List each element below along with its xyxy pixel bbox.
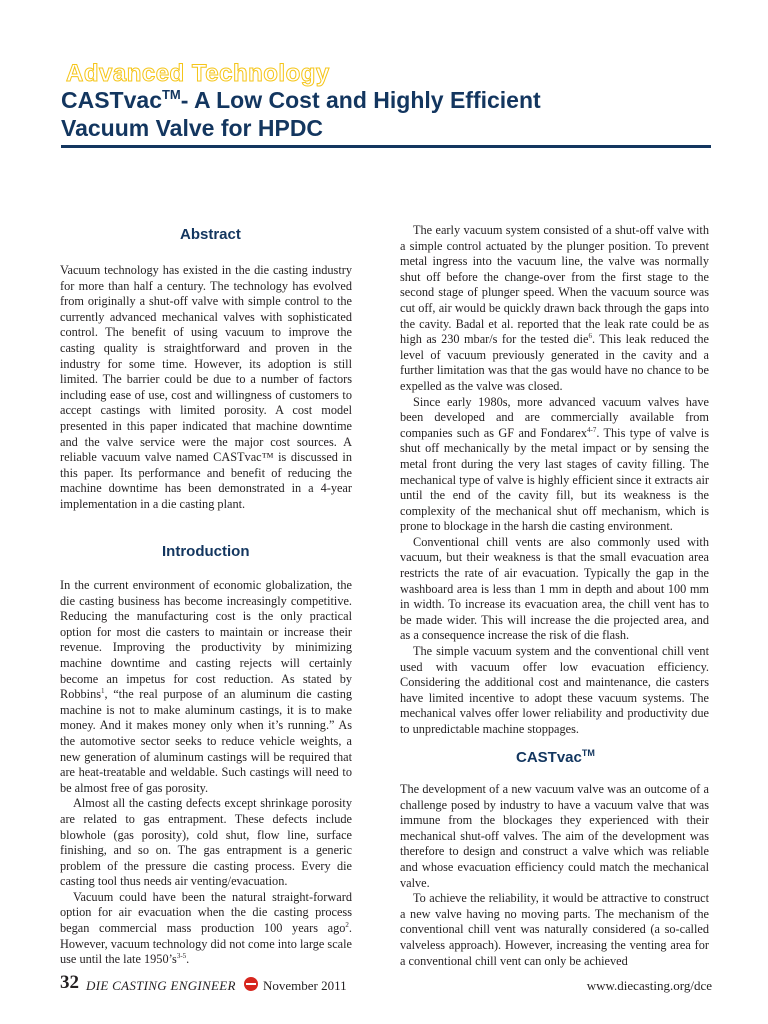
castvac-body bbox=[400, 782, 709, 969]
castvac-heading-trademark: TM bbox=[581, 748, 595, 758]
intro-paragraph-3 bbox=[60, 890, 352, 968]
abstract-paragraph: Vacuum technology has existed in the die casting industry for more than half a century. The technology has evolved from originally a shut-off valve with simple control to the currently advanced mechanical valves with sophisticated control. The benefit of using vacuum to improve the casting quality is straightforward and proven in the industry for some time. However, its adoption is still limited. The barrier could be due to a number of factors including ease of use, cost and willingness of customers to accept castings with limited porosity. A cost model presented in this paper indicated that machine downtime and the valve service were the major cost sources. A reliable vacuum valve named CASTvac™ is discussed in this paper. Its performance and benefit of reducing the machine downtime has been demonstrated in a 4-year implementation in a die casting plant. bbox=[60, 263, 352, 511]
intro-p3-ref-2: 3-5 bbox=[176, 952, 187, 961]
right-p1-ref: 6 bbox=[588, 332, 592, 341]
introduction-heading: Introduction bbox=[162, 543, 250, 560]
article-title bbox=[61, 86, 721, 142]
right-paragraph-2 bbox=[400, 395, 709, 535]
right-p1-text-a: The early vacuum system consisted of a shut-off valve with a simple control actuated by the plunger position. To prevent metal ingress into the vacuum line, the valve was normally shut off before the change-over from the first stage to the second stage of plunger speed. When the vacuum source was cut off, air would be quickly drawn back through the gaps into the cavity. Badal et al. reported that the leak rate could be as high as 230 mbar/s for the tested die bbox=[400, 223, 709, 347]
castvac-heading bbox=[516, 749, 595, 766]
right-paragraph-3: Conventional chill vents are also commonly used with vacuum, but their weakness is that the small evacuation area restricts the rate of air evacuation. Typically the gap in the washboard area is less than 1 mm in depth and about 100 mm in width. To increase its evacuation area, the chill vent has to be made wider. This will increase the die projected area, and as a consequence increase the risk of die flash. bbox=[400, 534, 709, 643]
title-line1-rest: - A Low Cost and Highly Efficient bbox=[180, 87, 541, 113]
right-paragraph-4: The simple vacuum system and the conventional chill vent used with vacuum offer low evacuation efficiency. Considering the additional cost and maintenance, die casters have limited incentive to adopt these vacuum systems. The mechanical valves offer lower reliability and productivity due to unpredictable machine stoppages. bbox=[400, 644, 709, 736]
section-kicker: Advanced Technology bbox=[66, 60, 330, 87]
issue-date: November 2011 bbox=[263, 978, 347, 993]
title-trademark: TM bbox=[161, 87, 181, 102]
right-column-body bbox=[400, 223, 709, 738]
page-number: 32 bbox=[60, 972, 79, 993]
castvac-paragraph-2: To achieve the reliability, it would be attractive to construct a new valve having no moving parts. The mechanism of the conventional chill vent was naturally considered (a so-called valveless approach). However, increasing the venting area for a conventional chill vent can only be achieved bbox=[400, 891, 709, 968]
title-main: CASTvac bbox=[61, 87, 162, 113]
website-link[interactable]: www.diecasting.org/dce bbox=[586, 978, 712, 993]
right-p1-text-b: . This leak reduced the level of vacuum previously generated in the cavity and a further limitation was that the gas would have no chance to be expelled as the valve was closed. bbox=[400, 332, 710, 393]
abstract-body bbox=[60, 263, 352, 513]
intro-p3-ref-1: 2 bbox=[345, 921, 349, 930]
intro-p1-text-b: , “the real purpose of an aluminum die casting machine is not to make aluminum castings, it is to make money. And it makes money only when it’s running.” As the automotive sector seeks to reduce vehicle weights, a new generation of aluminum castings will be required that are heat-treatable and weldable. Such castings will need to be almost free of gas porosity. bbox=[60, 687, 352, 795]
abstract-heading: Abstract bbox=[180, 226, 241, 243]
page-footer bbox=[60, 972, 712, 995]
magazine-name: DIE CASTING ENGINEER bbox=[86, 978, 236, 993]
intro-paragraph-1 bbox=[60, 578, 352, 796]
intro-p1-ref: 1 bbox=[101, 687, 105, 696]
castvac-heading-text: CASTvac bbox=[516, 749, 582, 766]
intro-p1-text-a: In the current environment of economic globalization, the die casting business has become increasingly competitive. Reducing the manufacturing cost is the only practical option for most die casters to maintain or increase their revenue. Improving the productivity by minimizing machine downtime and casting rejects will certainly become an impetus for cost reduction. As stated by Robbins bbox=[60, 578, 352, 702]
intro-p3-text-c: . bbox=[186, 952, 190, 967]
castvac-paragraph-1: The development of a new vacuum valve was an outcome of a challenge posed by industry to have a vacuum valve that was immune from the blockages they experienced with their mechanical shut-off valves. The aim of the development was therefore to design and construct a valve which was reliable and whose evacuation efficiency could match the mechanical valve. bbox=[400, 782, 709, 890]
introduction-body bbox=[60, 578, 352, 968]
nadca-logo-icon bbox=[244, 977, 258, 991]
right-p2-text-a: Since early 1980s, more advanced vacuum valves have been developed and are commercially available from companies such as GF and Fondarex bbox=[400, 394, 709, 440]
right-p2-ref: 4-7 bbox=[586, 425, 597, 434]
intro-p3-text-b: . However, vacuum technology did not come into large scale use until the late 1950’s bbox=[60, 921, 352, 967]
right-paragraph-1 bbox=[400, 223, 709, 395]
intro-paragraph-2: Almost all the casting defects except shrinkage porosity are related to gas entrapment. These defects include blowhole (gas porosity), cold shut, flow line, surface finishing, and so on. The gas entrapment is a generic problem of the pressure die casting process. Every die casting tool thus needs air venting/evacuation. bbox=[60, 796, 352, 889]
intro-p3-text-a: Vacuum could have been the natural straight-forward option for air evacuation when the die casting process began commercial mass production 100 years ago bbox=[60, 889, 352, 936]
title-line2: Vacuum Valve for HPDC bbox=[61, 115, 324, 141]
title-rule bbox=[61, 145, 711, 148]
right-p2-text-b: . This type of valve is shut off mechanically by the metal impact or by sensing the metal front during the very last stages of cavity filling. The mechanical type of valve is highly efficient since it extracts air until the end of the cavity fill, but its weakness is the complexity of the mechanical shut off mechanism, which is prone to blockage in the harsh die casting environment. bbox=[400, 425, 709, 534]
